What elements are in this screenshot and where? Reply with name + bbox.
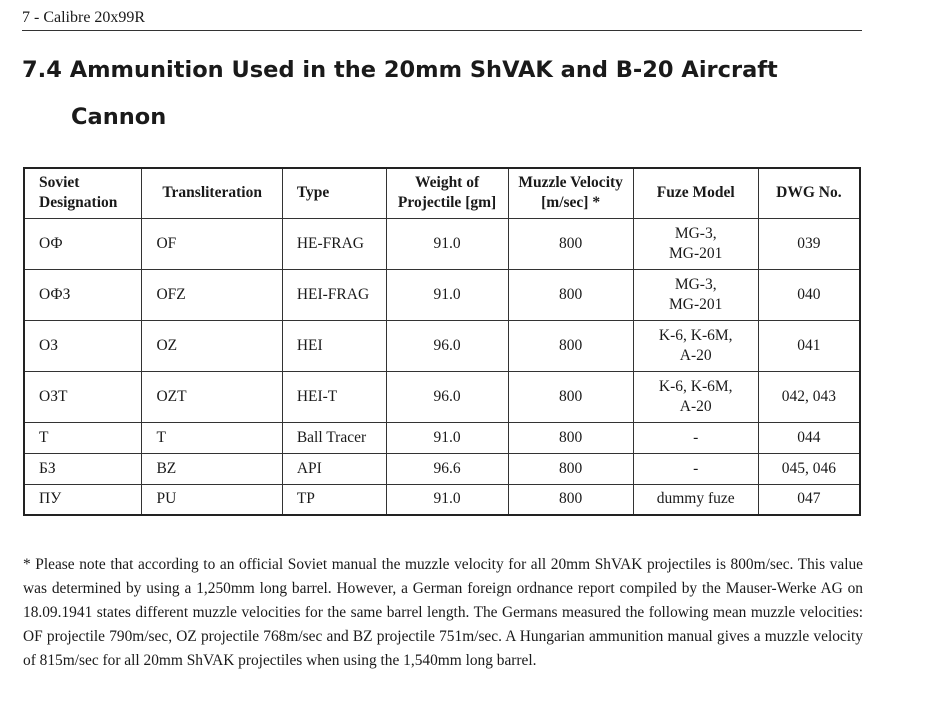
running-header: 7 - Calibre 20x99R — [22, 9, 146, 26]
cell-velocity: 800 — [508, 484, 633, 515]
section-title — [22, 47, 882, 141]
cell-dwg: 045, 046 — [758, 453, 860, 484]
cell-transliteration: OZT — [142, 371, 282, 422]
cell-soviet-designation: ОФЗ — [24, 269, 142, 320]
cell-soviet-designation: ОЗ — [24, 320, 142, 371]
table-row — [24, 484, 860, 515]
cell-dwg: 039 — [758, 218, 860, 269]
cell-transliteration: T — [142, 422, 282, 453]
cell-fuze: MG-3, MG-201 — [633, 269, 758, 320]
cell-fuze: K-6, K-6M, A-20 — [633, 371, 758, 422]
cell-soviet-designation: ПУ — [24, 484, 142, 515]
cell-fuze: MG-3, MG-201 — [633, 218, 758, 269]
cell-transliteration: BZ — [142, 453, 282, 484]
section-title-line2: Cannon — [71, 104, 167, 130]
cell-velocity: 800 — [508, 371, 633, 422]
table-row — [24, 320, 860, 371]
column-header: Type — [282, 168, 386, 218]
cell-type: HE-FRAG — [282, 218, 386, 269]
footnote: * Please note that according to an official Soviet manual the muzzle velocity for all 20mm ShVAK projectiles is 800m/sec. This value was determined by using a 1,250mm long barrel. However, a German foreign ordnance report compiled by the Mauser-Werke AG on 18.09.1941 states different muzzle velocities for the same barrel length. The Germans measured the following mean muzzle velocities: OF projectile 790m/sec, OZ projectile 768m/sec and BZ projectile 751m/sec. A Hungarian ammunition manual gives a muzzle velocity of 815m/sec for all 20mm ShVAK projectiles when using the 1,540mm long barrel. — [23, 556, 863, 669]
column-header: Soviet Designation — [24, 168, 142, 218]
cell-type: API — [282, 453, 386, 484]
table-row — [24, 218, 860, 269]
cell-weight: 96.6 — [386, 453, 508, 484]
column-header: Fuze Model — [633, 168, 758, 218]
column-header: Weight of Projectile [gm] — [386, 168, 508, 218]
table-row — [24, 371, 860, 422]
cell-soviet-designation: ОФ — [24, 218, 142, 269]
cell-type: TP — [282, 484, 386, 515]
cell-transliteration: PU — [142, 484, 282, 515]
cell-weight: 96.0 — [386, 371, 508, 422]
cell-soviet-designation: ОЗТ — [24, 371, 142, 422]
cell-weight: 91.0 — [386, 218, 508, 269]
cell-velocity: 800 — [508, 218, 633, 269]
cell-velocity: 800 — [508, 320, 633, 371]
column-header: Muzzle Velocity [m/sec] * — [508, 168, 633, 218]
cell-dwg: 041 — [758, 320, 860, 371]
cell-transliteration: OZ — [142, 320, 282, 371]
table-row — [24, 453, 860, 484]
table-row — [24, 422, 860, 453]
cell-transliteration: OFZ — [142, 269, 282, 320]
cell-type: Ball Tracer — [282, 422, 386, 453]
table-row — [24, 269, 860, 320]
cell-type: HEI — [282, 320, 386, 371]
cell-dwg: 044 — [758, 422, 860, 453]
cell-weight: 91.0 — [386, 269, 508, 320]
cell-velocity: 800 — [508, 453, 633, 484]
cell-weight: 96.0 — [386, 320, 508, 371]
cell-fuze: - — [633, 422, 758, 453]
cell-type: HEI-FRAG — [282, 269, 386, 320]
column-header: Transliteration — [142, 168, 282, 218]
cell-fuze: K-6, K-6M, A-20 — [633, 320, 758, 371]
header-rule — [22, 30, 862, 31]
cell-weight: 91.0 — [386, 422, 508, 453]
cell-weight: 91.0 — [386, 484, 508, 515]
cell-transliteration: OF — [142, 218, 282, 269]
cell-velocity: 800 — [508, 269, 633, 320]
column-header: DWG No. — [758, 168, 860, 218]
cell-type: HEI-T — [282, 371, 386, 422]
cell-soviet-designation: БЗ — [24, 453, 142, 484]
cell-dwg: 047 — [758, 484, 860, 515]
cell-velocity: 800 — [508, 422, 633, 453]
cell-soviet-designation: Т — [24, 422, 142, 453]
cell-fuze: - — [633, 453, 758, 484]
cell-dwg: 042, 043 — [758, 371, 860, 422]
table-header-row — [24, 168, 860, 218]
section-title-line1: 7.4 Ammunition Used in the 20mm ShVAK and B-20 Aircraft — [22, 57, 778, 83]
ammunition-table — [23, 167, 861, 516]
cell-fuze: dummy fuze — [633, 484, 758, 515]
cell-dwg: 040 — [758, 269, 860, 320]
